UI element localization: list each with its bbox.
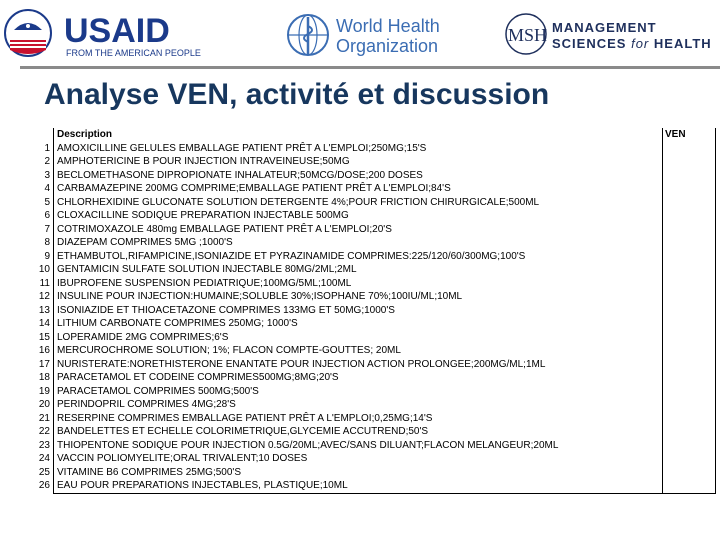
row-ven-cell: [663, 331, 716, 345]
row-number: 6: [44, 210, 50, 221]
table-row: [24, 439, 716, 453]
row-ven-cell: [663, 358, 716, 372]
row-number: 17: [38, 358, 50, 370]
table-row: [24, 209, 716, 223]
table-row: [24, 223, 716, 237]
usaid-wordmark: USAID: [64, 12, 170, 50]
table-body: [24, 142, 716, 494]
row-description: LOPERAMIDE 2MG COMPRIMES;6'S: [54, 331, 663, 345]
msh-line2b: for: [631, 36, 650, 51]
row-description: THIOPENTONE SODIQUE POUR INJECTION 0.5G/20ML;AVEC/SANS DILUANT;FLACON MELANGEUR;20ML: [54, 439, 663, 453]
row-description: ETHAMBUTOL,RIFAMPICINE,ISONIAZIDE ET PYRAZINAMIDE COMPRIMES:225/120/60/300MG;100'S: [54, 250, 663, 264]
table-row: [24, 250, 716, 264]
table-row: [24, 358, 716, 372]
row-number: 10: [38, 264, 50, 275]
table-row: [24, 182, 716, 196]
row-number: 26: [38, 480, 50, 492]
msh-line2a: SCIENCES: [552, 36, 627, 51]
msh-line1: MANAGEMENT: [552, 20, 657, 35]
row-ven-cell: [663, 155, 716, 169]
row-ven-cell: [663, 425, 716, 439]
row-description: NURISTERATE:NORETHISTERONE ENANTATE POUR INJECTION ACTION PROLONGEE;200MG/ML;1ML: [54, 358, 663, 372]
row-number: 24: [38, 453, 50, 464]
table-row: [24, 466, 716, 480]
svg-text:SCIENCES for HEALT: [552, 36, 712, 51]
row-description: IBUPROFENE SUSPENSION PEDIATRIQUE;100MG/5ML;100ML: [54, 277, 663, 291]
usaid-logo: [4, 6, 201, 60]
row-number: 25: [38, 466, 50, 478]
row-ven-cell: [663, 182, 716, 196]
table-row: [24, 479, 716, 493]
row-description: VACCIN POLIOMYELITE;ORAL TRIVALENT;10 DOSES: [54, 452, 663, 466]
table-row: [24, 304, 716, 318]
row-ven-cell: [663, 385, 716, 399]
header-description: Description: [54, 128, 663, 142]
row-number: 12: [38, 291, 50, 302]
table-row: [24, 344, 716, 358]
row-ven-cell: [663, 263, 716, 277]
table-row: [24, 452, 716, 466]
row-number: 15: [38, 331, 50, 343]
usaid-tagline: FROM THE AMERICAN PEOPLE: [66, 48, 201, 58]
msh-logo: [500, 10, 712, 58]
row-number: 20: [38, 399, 50, 410]
table-row: [24, 425, 716, 439]
row-ven-cell: [663, 209, 716, 223]
table-row: [24, 331, 716, 345]
table-row: [24, 169, 716, 183]
page-title: Analyse VEN, activité et discussion: [44, 78, 550, 111]
row-description: AMPHOTERICINE B POUR INJECTION INTRAVEINEUSE;50MG: [54, 155, 663, 169]
row-number: 19: [38, 385, 50, 397]
row-description: ISONIAZIDE ET THIOACETAZONE COMPRIMES 133MG ET 50MG;1000'S: [54, 304, 663, 318]
row-number: 18: [38, 372, 50, 383]
ven-table: [24, 128, 716, 494]
row-ven-cell: [663, 398, 716, 412]
who-name-line2: Organization: [336, 36, 439, 56]
table-row: [24, 263, 716, 277]
header-number: [24, 128, 54, 142]
row-ven-cell: [663, 344, 716, 358]
row-description: LITHIUM CARBONATE COMPRIMES 250MG; 1000'S: [54, 317, 663, 331]
row-description: PARACETAMOL ET CODEINE COMPRIMES500MG;8MG;20'S: [54, 371, 663, 385]
row-ven-cell: [663, 236, 716, 250]
row-number: 2: [44, 156, 50, 167]
who-name-line1: World Health: [336, 16, 440, 36]
row-description: CLOXACILLINE SODIQUE PREPARATION INJECTABLE 500MG: [54, 209, 663, 223]
row-description: BECLOMETHASONE DIPROPIONATE INHALATEUR;50MCG/DOSE;200 DOSES: [54, 169, 663, 183]
row-number: 22: [38, 426, 50, 437]
row-number: 13: [38, 304, 50, 316]
row-number: 7: [44, 223, 50, 235]
table-row: [24, 277, 716, 291]
row-number: 5: [44, 196, 50, 208]
row-ven-cell: [663, 304, 716, 318]
row-number: 16: [38, 345, 50, 356]
row-description: PERINDOPRIL COMPRIMES 4MG;28'S: [54, 398, 663, 412]
row-description: RESERPINE COMPRIMES EMBALLAGE PATIENT PRÊT A L'EMPLOI;0,25MG;14'S: [54, 412, 663, 426]
table-row: [24, 317, 716, 331]
who-logo: [286, 8, 456, 62]
table-header-row: [24, 128, 716, 142]
table-row: [24, 196, 716, 210]
row-ven-cell: [663, 142, 716, 156]
row-description: COTRIMOXAZOLE 480mg EMBALLAGE PATIENT PRÊT A L'EMPLOI;20'S: [54, 223, 663, 237]
row-ven-cell: [663, 452, 716, 466]
row-ven-cell: [663, 277, 716, 291]
row-ven-cell: [663, 412, 716, 426]
row-description: DIAZEPAM COMPRIMES 5MG ;1000'S: [54, 236, 663, 250]
logo-bar: [0, 0, 720, 66]
row-description: GENTAMICIN SULFATE SOLUTION INJECTABLE 80MG/2ML;2ML: [54, 263, 663, 277]
header-ven: VEN: [663, 128, 716, 142]
row-ven-cell: [663, 196, 716, 210]
table-row: [24, 155, 716, 169]
table-row: [24, 412, 716, 426]
table-row: [24, 236, 716, 250]
table-row: [24, 371, 716, 385]
row-description: INSULINE POUR INJECTION:HUMAINE;SOLUBLE 30%;ISOPHANE 70%;100IU/ML;10ML: [54, 290, 663, 304]
row-number: 3: [44, 169, 50, 181]
row-number: 11: [39, 277, 50, 289]
row-ven-cell: [663, 169, 716, 183]
row-number: 23: [38, 439, 50, 451]
row-number: 8: [44, 237, 50, 248]
header-divider: [20, 66, 720, 69]
msh-mark: MSH: [508, 25, 548, 45]
row-number: 21: [38, 412, 50, 424]
table-row: [24, 398, 716, 412]
row-ven-cell: [663, 466, 716, 480]
row-ven-cell: [663, 317, 716, 331]
row-description: AMOXICILLINE GELULES EMBALLAGE PATIENT PRÊT A L'EMPLOI;250MG;15'S: [54, 142, 663, 156]
row-ven-cell: [663, 223, 716, 237]
row-ven-cell: [663, 479, 716, 493]
table-row: [24, 385, 716, 399]
row-description: CARBAMAZEPINE 200MG COMPRIME;EMBALLAGE PATIENT PRÊT A L'EMPLOI;84'S: [54, 182, 663, 196]
row-description: EAU POUR PREPARATIONS INJECTABLES, PLASTIQUE;10ML: [54, 479, 663, 493]
row-ven-cell: [663, 371, 716, 385]
row-number: 14: [38, 318, 50, 329]
row-ven-cell: [663, 439, 716, 453]
table-row: [24, 290, 716, 304]
row-description: CHLORHEXIDINE GLUCONATE SOLUTION DETERGENTE 4%;POUR FRICTION CHIRURGICALE;500ML: [54, 196, 663, 210]
row-number: 4: [44, 183, 50, 194]
msh-line2c: HEALTH: [653, 36, 712, 51]
row-description: BANDELETTES ET ECHELLE COLORIMETRIQUE,GLYCEMIE ACCUTREND;50'S: [54, 425, 663, 439]
row-number: 1: [44, 142, 50, 154]
row-description: MERCUROCHROME SOLUTION; 1%; FLACON COMPTE-GOUTTES; 20ML: [54, 344, 663, 358]
row-ven-cell: [663, 290, 716, 304]
table-row: [24, 142, 716, 156]
row-number: 9: [44, 250, 50, 262]
row-ven-cell: [663, 250, 716, 264]
row-description: VITAMINE B6 COMPRIMES 25MG;500'S: [54, 466, 663, 480]
row-description: PARACETAMOL COMPRIMES 500MG;500'S: [54, 385, 663, 399]
